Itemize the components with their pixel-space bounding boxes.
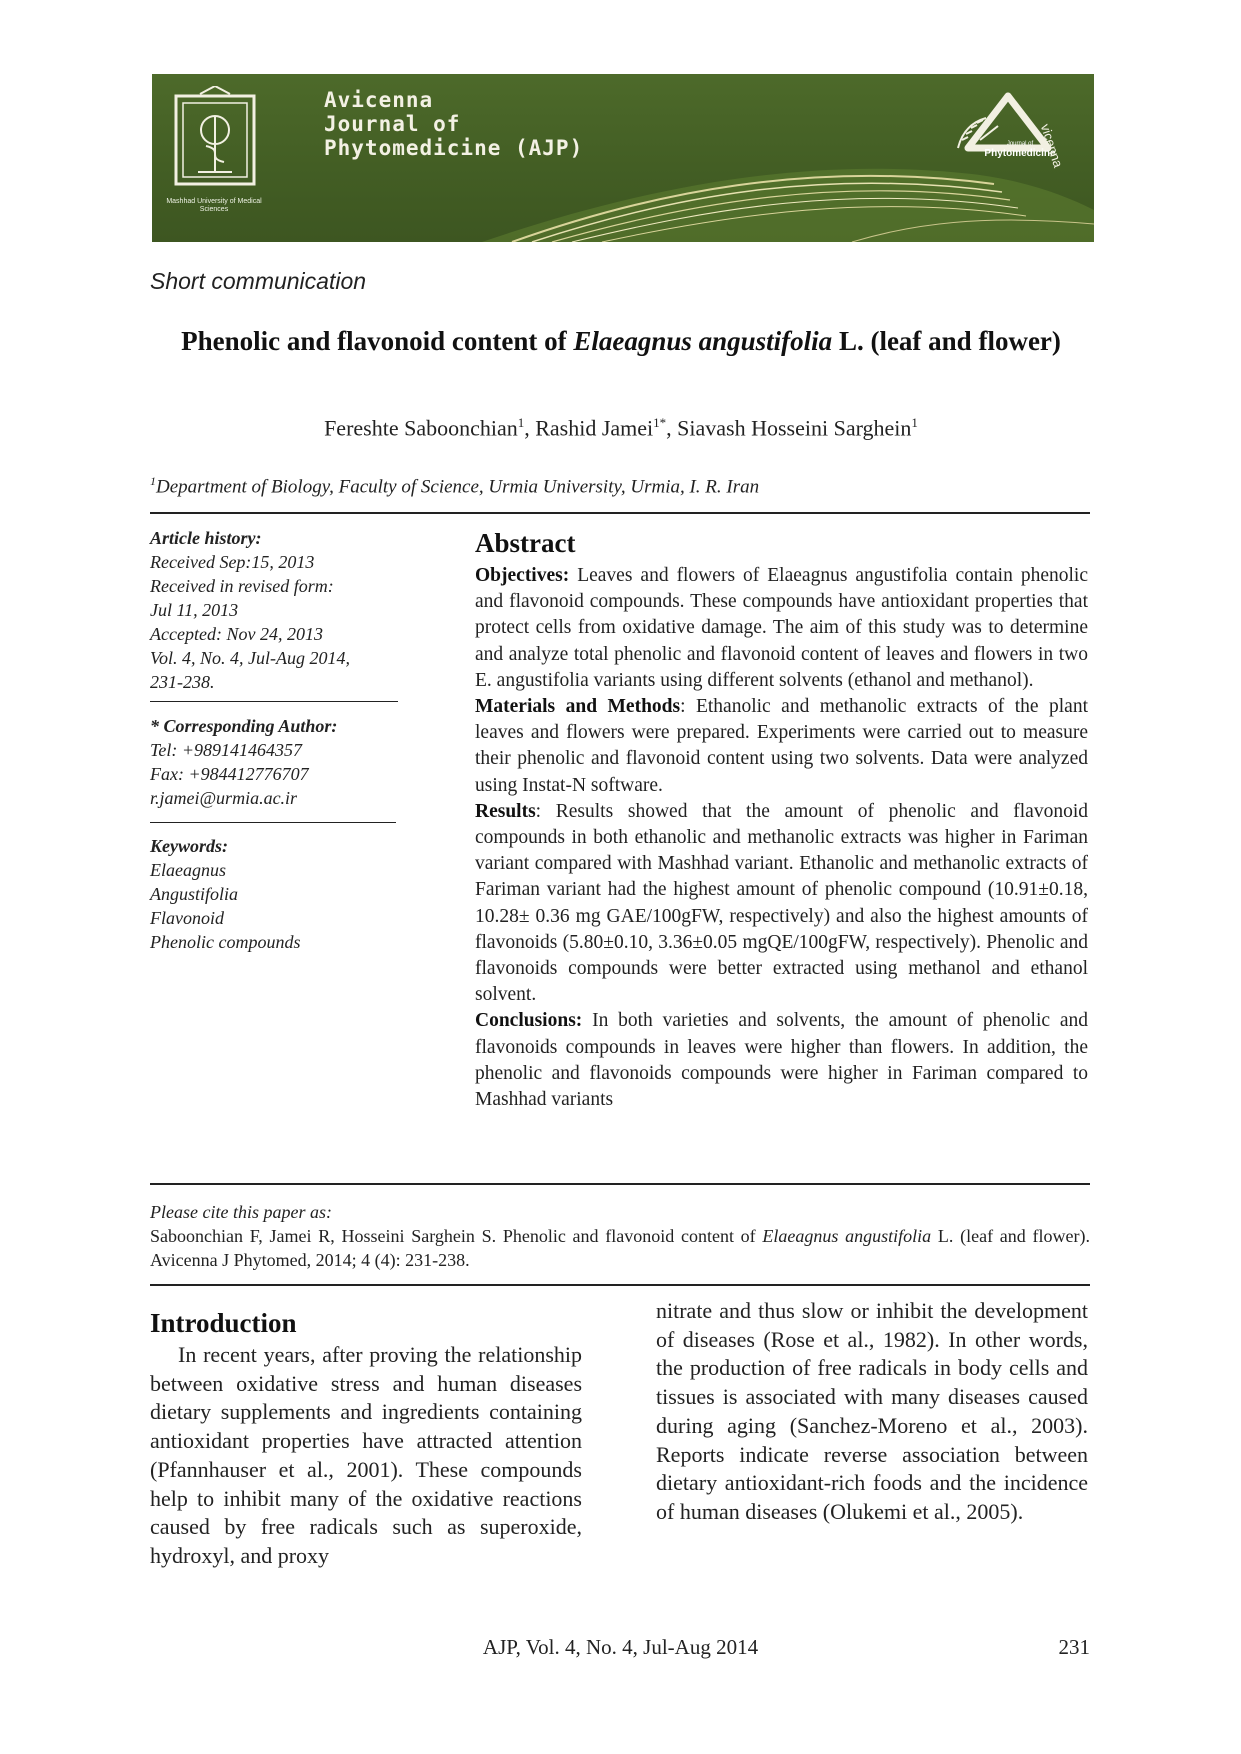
introduction-column-left — [150, 1341, 582, 1571]
abstract-label: Objectives: — [475, 565, 570, 586]
divider — [150, 1284, 1090, 1286]
abstract-text: : Results showed that the amount of phenolic and flavonoid compounds in both ethanolic and methanolic extracts was higher in Fariman variant compared with Mashhad variant. Ethanolic and methanolic extracts of Fariman variant had the highest amount of phenolic compound (10.91±0.18, 10.28± 0.36 mg GAE/100gFW, respectively) and also the highest amounts of flavonoids (5.80±0.10, 3.36±0.05 mgQE/100gFW, respectively). Phenolic and flavonoids compounds were better extracted using methanol and ethanol solvent. — [475, 800, 1088, 1006]
citation-part2: L. (leaf and flower). Avicenna J Phytomed, 2014; 4 (4): 231-238. — [150, 1226, 1090, 1270]
citation-block — [150, 1200, 1090, 1272]
abstract-conclusions — [475, 1008, 1088, 1113]
title-part2: L. (leaf and flower) — [832, 326, 1061, 356]
abstract-results — [475, 799, 1088, 1009]
university-seal-icon — [170, 86, 260, 196]
citation-species: Elaeagnus angustifolia — [762, 1226, 932, 1246]
keywords-heading: Keywords: — [150, 836, 228, 856]
divider — [150, 701, 398, 702]
author-sup: 1* — [653, 415, 667, 430]
corresponding-author-heading: * Corresponding Author: — [150, 716, 338, 736]
introduction-heading: Introduction — [150, 1308, 297, 1338]
keyword-item: Phenolic compounds — [150, 932, 301, 952]
citation-text — [150, 1224, 1090, 1272]
title-species: Elaeagnus angustifolia — [573, 326, 833, 356]
introduction-column-right — [656, 1297, 1088, 1527]
divider — [150, 1183, 1090, 1185]
corresponding-author-fax: Fax: +984412776707 — [150, 764, 309, 784]
keywords — [150, 834, 300, 954]
abstract-text: : Ethanolic and methanolic extracts of the plant leaves and flowers were prepared. Experiments were carried out to measure their phenolic and flavonoid content using two solvents. Data were analyzed using Instat-N software. — [475, 696, 1088, 796]
abstract-text: Leaves and flowers of Elaeagnus angustifolia contain phenolic and flavonoid compounds. These compounds have antioxidant properties that protect cells from oxidative damage. The aim of this study was to determine and analyze total phenolic and flavonoid content of leaves and flowers in two E. angustifolia variants using different solvents (ethanol and methanol). — [475, 565, 1088, 691]
divider — [150, 512, 1090, 514]
article-history-heading: Article history: — [150, 528, 262, 548]
journal-title-line: Phytomedicine (AJP) — [324, 136, 584, 160]
journal-logo-icon — [952, 78, 1094, 198]
abstract-methods — [475, 694, 1088, 799]
abstract-body — [475, 563, 1088, 1113]
abstract-label: Materials and Methods — [475, 696, 681, 718]
citation-label: Please cite this paper as: — [150, 1202, 332, 1222]
author-sup: 1 — [911, 415, 918, 430]
article-title — [150, 324, 1092, 359]
keyword-item: Flavonoid — [150, 908, 224, 928]
seal-caption: Mashhad University of Medical Sciences — [166, 198, 262, 213]
abstract-heading: Abstract — [475, 528, 576, 558]
article-history-line: Accepted: Nov 24, 2013 — [150, 624, 323, 644]
divider — [150, 822, 396, 823]
article-history — [150, 526, 350, 694]
journal-title — [324, 88, 624, 160]
author-list: Fereshte Saboonchian$^1$, Rashid Jamei$^{1*}$, Siavash Hosseini Sarghein$^1$ — [324, 415, 918, 441]
corresponding-author-email: r.jamei@urmia.ac.ir — [150, 788, 298, 808]
logo-arc-text: vicenna — [1037, 122, 1066, 170]
article-history-line: 231-238. — [150, 672, 215, 692]
journal-banner — [152, 74, 1094, 242]
abstract-label: Conclusions: — [475, 1010, 583, 1032]
introduction-paragraph: In recent years, after proving the relationship between oxidative stress and human diseases dietary supplements and ingredients containing antioxidant properties have attracted attention (Pfannhauser et al., 2001). These compounds help to inhibit many of the oxidative reactions caused by free radicals such as superoxide, hydroxyl, and proxy — [150, 1342, 582, 1568]
journal-title-line: Journal of — [324, 112, 461, 136]
abstract-objectives — [475, 563, 1088, 694]
author-name: Siavash Hosseini Sarghein — [677, 415, 912, 441]
author-name: Fereshte Saboonchian — [324, 415, 518, 441]
logo-caption-line1: Journal of — [1006, 141, 1034, 147]
author-name: Rashid Jamei — [535, 415, 654, 441]
article-history-line: Received Sep:15, 2013 — [150, 552, 315, 572]
affiliation-sup: 1 — [150, 474, 156, 488]
keyword-item: Angustifolia — [150, 884, 239, 904]
affiliation — [150, 474, 759, 498]
article-history-line: Vol. 4, No. 4, Jul-Aug 2014, — [150, 648, 350, 668]
keyword-item: Elaeagnus — [150, 860, 226, 880]
logo-caption-line2: Phytomedicine — [984, 148, 1056, 159]
corresponding-author-tel: Tel: +989141464357 — [150, 740, 302, 760]
author-sup: 1 — [517, 415, 525, 430]
article-type: Short communication — [150, 268, 367, 294]
page-number: 231 — [1058, 1635, 1090, 1659]
journal-title-line: Avicenna — [324, 88, 434, 112]
corresponding-author — [150, 714, 337, 810]
article-history-line: Jul 11, 2013 — [150, 600, 239, 620]
introduction-paragraph: nitrate and thus slow or inhibit the development of diseases (Rose et al., 1982). In other words, the production of free radicals in body cells and tissues is associated with many diseases caused during aging (Sanchez-Moreno et al., 2003). Reports indicate reverse association between dietary antioxidant-rich foods and the incidence of human diseases (Olukemi et al., 2005). — [656, 1298, 1088, 1524]
abstract-text: In both varieties and solvents, the amount of phenolic and flavonoids compounds in leaves were higher than flowers. In addition, the phenolic and flavonoids compounds were higher in Fariman compared to Mashhad variants — [475, 1010, 1088, 1111]
abstract-label: Results — [475, 800, 536, 822]
affiliation-text: Department of Biology, Faculty of Science, Urmia University, Urmia, I. R. Iran — [156, 476, 760, 498]
title-part1: Phenolic and flavonoid content of — [181, 326, 574, 356]
footer-journal: AJP, Vol. 4, No. 4, Jul-Aug 2014 — [482, 1635, 759, 1659]
article-history-line: Received in revised form: — [150, 576, 334, 596]
citation-part1: Saboonchian F, Jamei R, Hosseini Sarghein S. Phenolic and flavonoid content of — [150, 1226, 763, 1246]
